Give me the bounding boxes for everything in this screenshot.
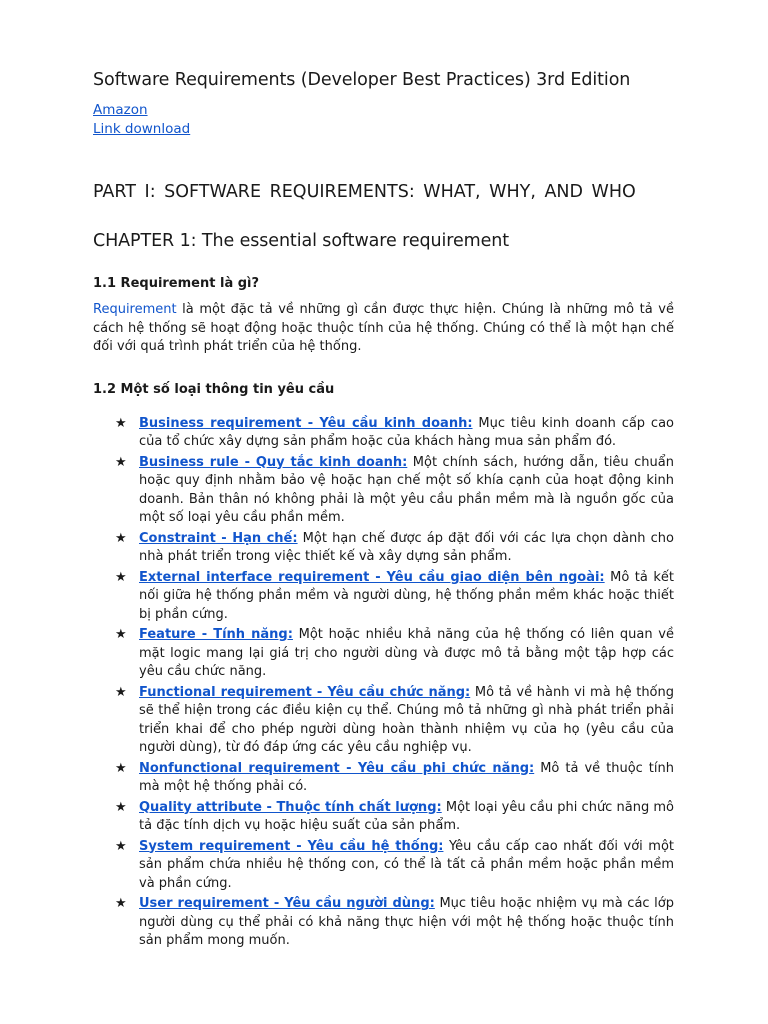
list-item-desc: Một hoặc nhiều khả năng của hệ thống có liên quan về mặt logic mang lại giá trị cho người dùng và được mô tả bằng một tập hợp các yêu cầu chức năng. [139,627,674,679]
list-item-desc: Mô tả kết nối giữa hệ thống phần mềm và người dùng, hệ thống phần mềm khác hoặc thiết bị phần cứng. [139,569,674,622]
chapter-title: CHAPTER 1: The essential software requirement [93,231,510,251]
list-item [115,684,674,758]
list-item [115,838,674,894]
list-item-desc: Mô tả về thuộc tính mà một hệ thống phải có. [139,760,674,794]
list-item-term[interactable]: Nonfunctional requirement - Yêu cầu phi chức năng: [139,760,535,776]
list-item-term[interactable]: Business requirement - Yêu cầu kinh doanh: [139,415,473,431]
list-item-term[interactable]: External interface requirement - Yêu cầu giao diện bên ngoài: [139,569,605,585]
list-item-term[interactable]: Feature - Tính năng: [139,627,293,642]
star-bullet-icon: ★ [115,415,127,431]
paragraph-text: là một đặc tả về những gì cần được thực hiện. Chúng là những mô tả về cách hệ thống sẽ hoạt động hoặc thuộc tính của hệ thống. Chúng có thể là một hạn chế đối với quá trình phát triển của hệ thống. [93,302,674,354]
star-bullet-icon: ★ [115,684,127,700]
star-bullet-icon: ★ [115,530,127,546]
document-title: Software Requirements (Developer Best Practices) 3rd Edition [93,70,631,90]
list-item [115,895,674,951]
list-item-desc: Một loại yêu cầu phi chức năng mô tả đặc tính dịch vụ hoặc hiệu suất của sản phẩm. [139,799,674,833]
star-bullet-icon: ★ [115,799,127,815]
star-bullet-icon: ★ [115,627,127,642]
part-title: PART I: SOFTWARE REQUIREMENTS: WHAT, WHY, AND WHO [93,182,636,202]
section-title-1-2: 1.2 Một số loại thông tin yêu cầu [93,381,335,397]
list-item-term[interactable]: Constraint - Hạn chế: [139,530,298,546]
list-item-term[interactable]: Functional requirement - Yêu cầu chức năng: [139,684,471,700]
list-item-desc: Một hạn chế được áp đặt đối với các lựa chọn dành cho nhà phát triển trong việc thiết kế và xây dựng sản phẩm. [139,530,674,564]
list-item [115,760,674,797]
amazon-link[interactable]: Amazon [93,102,148,118]
requirement-types-list [93,415,674,951]
list-item-desc: Mục tiêu hoặc nhiệm vụ mà các lớp người dùng cụ thể phải có khả năng thực hiện với một hệ thống hoặc thuộc tính sản phẩm mong muốn. [139,896,674,948]
star-bullet-icon: ★ [115,569,127,585]
star-bullet-icon: ★ [115,760,127,776]
list-item-desc: Một chính sách, hướng dẫn, tiêu chuẩn hoặc quy định nhằm bảo vệ hoặc hạn chế một số khía cạnh của hoạt động kinh doanh. Bản thân nó không phải là một yêu cầu phần mềm mà là nguồn gốc của một số loại yêu cầu phần mềm. [139,454,674,525]
list-item-desc: Mô tả về hành vi mà hệ thống sẽ thể hiện trong các điều kiện cụ thể. Chúng mô tả những gì nhà phát triển phải triển khai để cho phép người dùng hoàn thành nhiệm vụ của họ (yêu cầu của người dùng), từ đó đáp ứng các yêu cầu nghiệp vụ. [139,684,674,755]
list-item [115,454,674,528]
list-item [115,530,674,567]
star-bullet-icon: ★ [115,896,127,911]
list-item-desc: Yêu cầu cấp cao nhất đối với một sản phẩm chứa nhiều hệ thống con, có thể là tất cả phần mềm hoặc phần mềm và phần cứng. [139,838,674,891]
list-item-desc: Mục tiêu kinh doanh cấp cao của tổ chức xây dựng sản phẩm hoặc của khách hàng mua sản phẩm đó. [139,415,674,449]
list-item [115,799,674,836]
list-item-term[interactable]: Business rule - Quy tắc kinh doanh: [139,454,408,470]
section-paragraph [93,301,674,357]
list-item-term[interactable]: System requirement - Yêu cầu hệ thống: [139,838,444,854]
list-item-term[interactable]: Quality attribute - Thuộc tính chất lượng: [139,799,442,815]
list-item [115,626,674,682]
star-bullet-icon: ★ [115,838,127,854]
section-title-1-1: 1.1 Requirement là gì? [93,276,260,291]
list-item [115,415,674,452]
list-item-term[interactable]: User requirement - Yêu cầu người dùng: [139,896,435,911]
list-item [115,569,674,625]
star-bullet-icon: ★ [115,454,127,470]
download-link[interactable]: Link download [93,121,191,137]
requirement-keyword: Requirement [93,302,177,317]
